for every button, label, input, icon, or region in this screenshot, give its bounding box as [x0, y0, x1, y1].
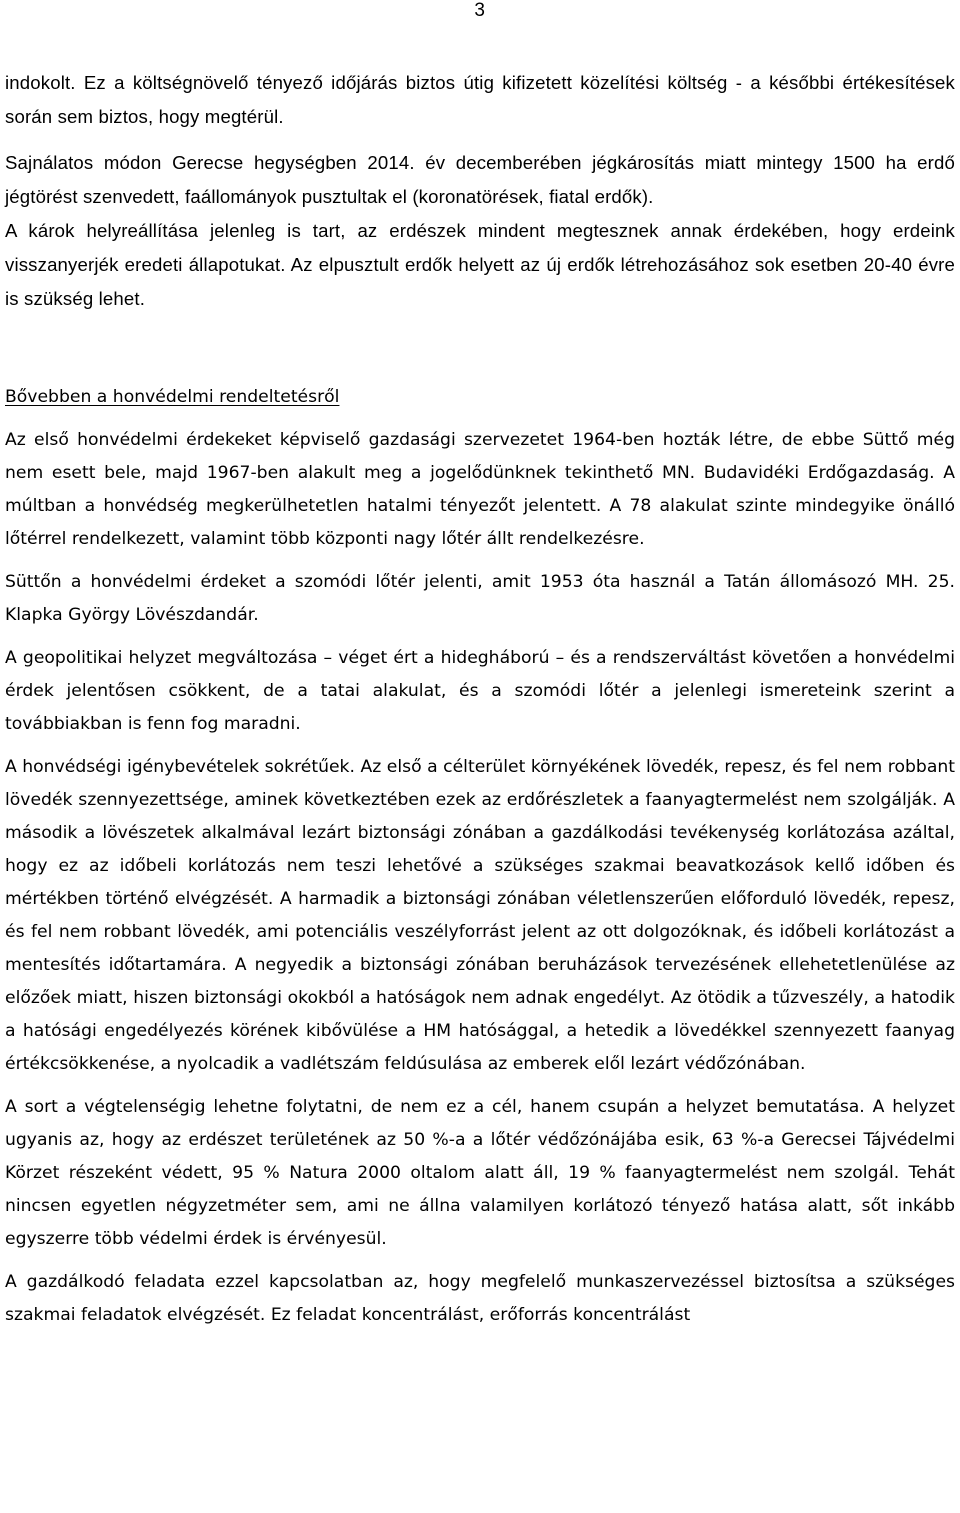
paragraph-history: Az első honvédelmi érdekeket képviselő gazdasági szervezetet 1964-ben hozták létre, de ebbe Süttő még nem esett bele, majd 1967-ben alakult meg a jogelődünknek tekinthető MN. Budavidéki Erdőgazdaság. A múltban a honvédség megkerülhetetlen hatalmi tényezőt jelentett. A 78 alakulat szinte mindegyike önálló lőtérrel rendelkezett, valamint több központi nagy lőtér állt rendelkezésre.	[5, 430, 955, 549]
section-heading: Bővebben a honvédelmi rendeltetésről	[5, 387, 340, 407]
paragraph-situation: A sort a végtelenségig lehetne folytatni, de nem ez a cél, hanem csupán a helyzet bemutatása. A helyzet ugyanis az, hogy az erdészet területének az 50 %-a a lőtér védőzónájába esik, 63 %-a Gerecsei Tájvédelmi Körzet részeként védett, 95 % Natura 2000 oltalom alatt áll, 19 % faanyagtermelést nem szolgál. Tehát nincsen egyetlen négyzetméter sem, ami ne állna valamilyen korlátozó tényező hatása alatt, sőt inkább egyszerre több védelmi érdek is érvényesül.	[5, 1097, 955, 1249]
paragraph-geopolitics: A geopolitikai helyzet megváltozása – véget ért a hidegháború – és a rendszerváltást követően a honvédelmi érdek jelentősen csökkent, de a tatai alakulat, és a szomódi lőtér a jelenlegi ismereteink szerint a továbbiakban is fenn fog maradni.	[5, 648, 955, 734]
paragraph-szomod-range: Süttőn a honvédelmi érdeket a szomódi lőtér jelenti, amit 1953 óta használ a Tatán állomásozó MH. 25. Klapka György Lövészdandár.	[5, 572, 955, 625]
page-number: 3	[474, 0, 485, 21]
paragraph-manager-task: A gazdálkodó feladata ezzel kapcsolatban az, hogy megfelelő munkaszervezéssel biztosítsa a szükséges szakmai feladatok elvégzését. Ez feladat koncentrálást, erőforrás koncentrálást	[5, 1272, 955, 1325]
document-body	[5, 66, 955, 1332]
paragraph-restoration: A károk helyreállítása jelenleg is tart, az erdészek mindent megtesznek annak érdekében, hogy erdeink visszanyerjék eredeti állapotukat. Az elpusztult erdők helyett az új erdők létrehozásához sok esetben 20-40 évre is szükség lehet.	[5, 220, 955, 309]
paragraph-military-use: A honvédségi igénybevételek sokrétűek. Az első a célterület környékének lövedék, repesz, és fel nem robbant lövedék szennyezettsége, aminek következtében ezek az erdőrészletek a faanyagtermelést nem szolgálják. A második a lövészetek alkalmával lezárt biztonsági zónában a gazdálkodási tevékenység korlátozása azáltal, hogy ez az időbeli korlátozás nem teszi lehetővé a szükséges szakmai beavatkozások kellő időben és mértékben történő elvégzését. A harmadik a biztonsági zónában véletlenszerűen előforduló lövedék, repesz, és fel nem robbant lövedék, ami potenciális veszélyforrást jelent az ott dolgozóknak, és időbeli korlátozást a mentesítés időtartamára. A negyedik a biztonsági zónában beruházások tervezésének ellehetetlenülése az előzőek miatt, hiszen biztonsági okokból a hatóságok nem adnak engedélyt. Az ötödik a tűzveszély, a hatodik a hatósági engedélyezés körének kibővülése a HM hatósággal, a hetedik a lövedékkel szennyezett faanyag értékcsökkenése, a nyolcadik a vadlétszám feldúsulása az emberek elől lezárt védőzónában.	[5, 757, 955, 1074]
paragraph-ice-damage: Sajnálatos módon Gerecse hegységben 2014. év decemberében jégkárosítás miatt mintegy 1500 ha erdő jégtörést szenvedett, faállományok pusztultak el (koronatörések, fiatal erdők).	[5, 152, 955, 207]
paragraph-cost-factor: indokolt. Ez a költségnövelő tényező időjárás biztos útig kifizetett közelítési költség - a későbbi értékesítések során sem biztos, hogy megtérül.	[5, 72, 955, 127]
